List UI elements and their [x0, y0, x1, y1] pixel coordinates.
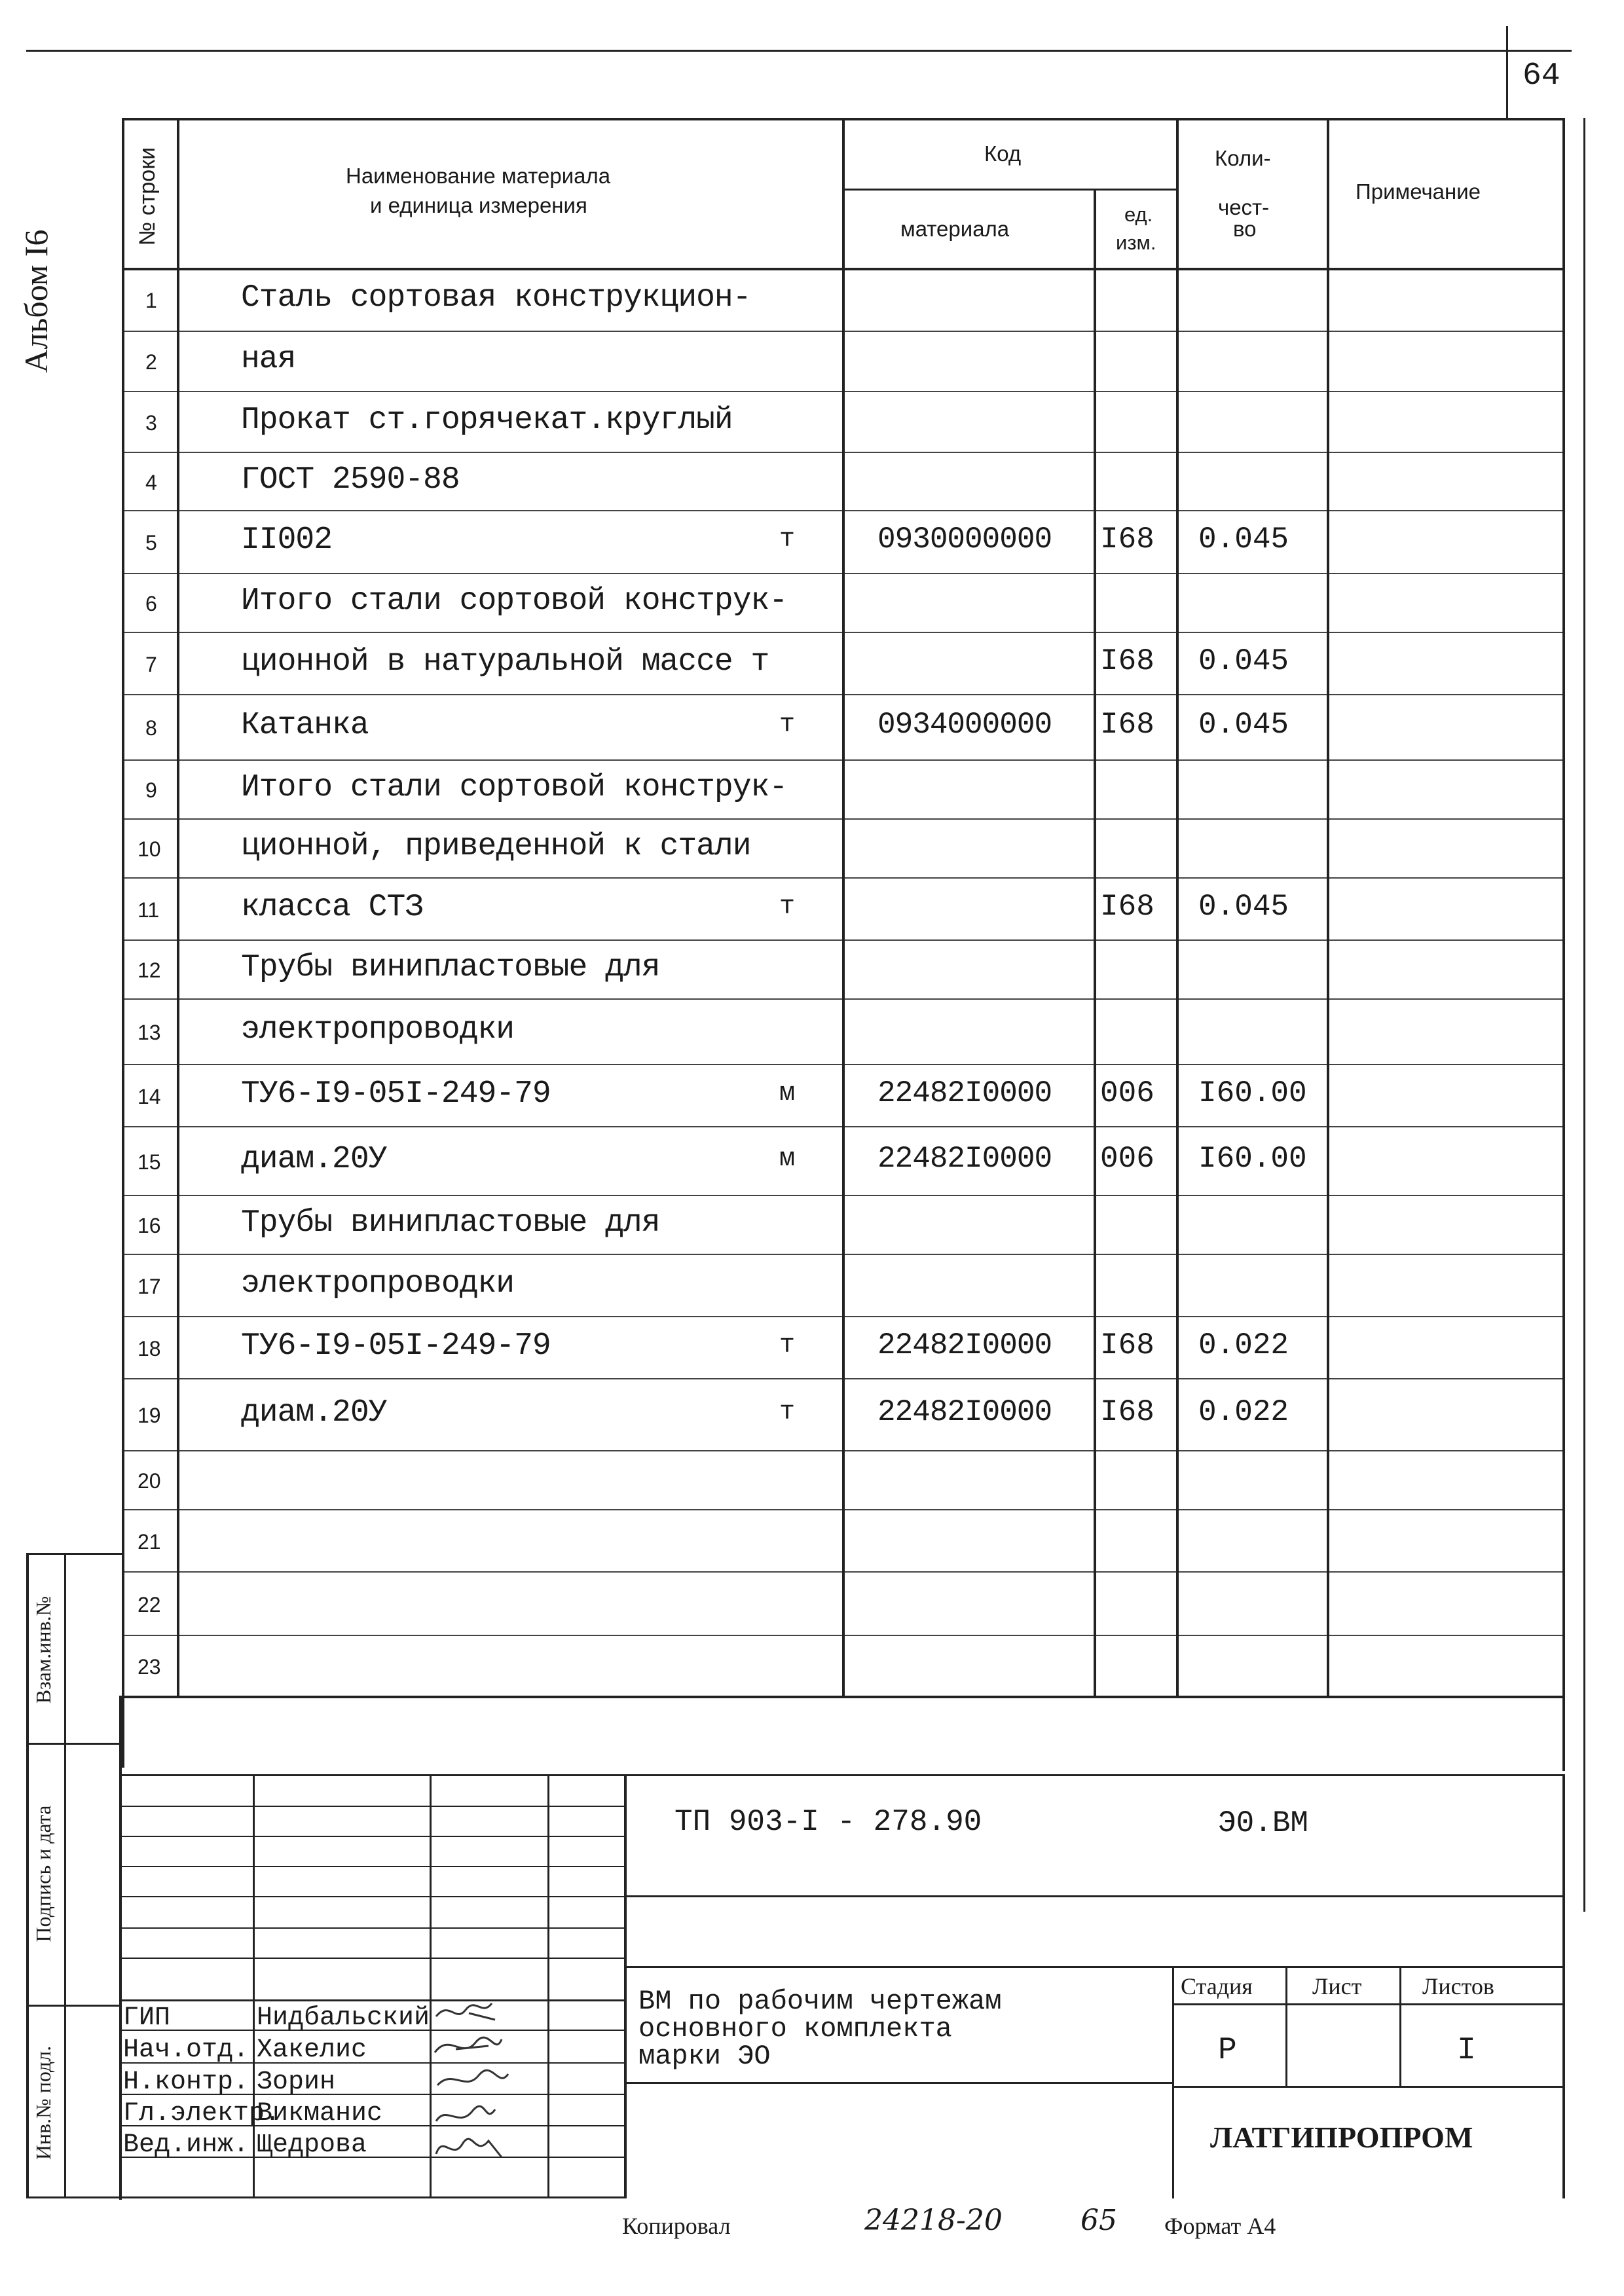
row-number: 18 — [138, 1336, 161, 1360]
row-divider — [122, 1195, 1565, 1196]
row-name: ТУ6-I9-05I-249-79 — [241, 1328, 551, 1364]
row-number: 2 — [145, 350, 157, 374]
header-code-material: материала — [900, 217, 1010, 241]
row-ed: I68 — [1100, 889, 1154, 924]
row-code: 22482I0000 — [877, 1076, 1052, 1110]
row-name: Сталь сортовая конструкцион- — [241, 280, 751, 316]
row-divider — [122, 573, 1565, 574]
footer-copied: Копировал — [622, 2213, 731, 2239]
signer-name: Хакелис — [257, 2035, 367, 2065]
row-number: 6 — [145, 592, 157, 615]
row-number: 14 — [138, 1084, 161, 1108]
row-number: 13 — [138, 1021, 161, 1044]
row-number: 23 — [138, 1654, 161, 1679]
doc-mark: Э0.ВМ — [1218, 1806, 1309, 1840]
organization: ЛАТГИПРОПРОМ — [1210, 2121, 1473, 2154]
row-divider — [122, 1254, 1565, 1255]
signer-name: Викманис — [257, 2099, 383, 2128]
row-name: ная — [241, 342, 296, 377]
row-divider — [122, 452, 1565, 453]
header-code: Код — [984, 141, 1022, 166]
row-divider — [122, 331, 1565, 332]
row-number: 11 — [138, 898, 160, 922]
row-qty: I60.00 — [1198, 1141, 1307, 1176]
sheets-value: I — [1457, 2033, 1476, 2068]
row-divider — [122, 818, 1565, 820]
row-name: Трубы винипластовые для — [241, 1205, 660, 1241]
row-number: 15 — [138, 1150, 161, 1174]
row-name: диам.20У — [241, 1395, 387, 1430]
row-name: ГОСТ 2590-88 — [241, 462, 460, 498]
row-name: II002 — [241, 522, 333, 558]
row-divider — [122, 1378, 1565, 1379]
row-code: 22482I0000 — [877, 1328, 1052, 1362]
row-ed: I68 — [1100, 1328, 1154, 1362]
row-number: 9 — [145, 778, 157, 802]
row-ed: 006 — [1100, 1076, 1154, 1110]
row-divider — [122, 939, 1565, 941]
sheets-label: Листов — [1422, 1973, 1494, 1999]
row-qty: I60.00 — [1198, 1076, 1307, 1110]
row-number: 4 — [145, 470, 157, 494]
row-number: 3 — [145, 410, 157, 435]
row-qty: 0.045 — [1198, 889, 1289, 924]
header-name-1: Наименование материала — [346, 164, 611, 188]
row-number: 19 — [138, 1404, 161, 1427]
page-number: 64 — [1522, 58, 1560, 94]
row-ed: 006 — [1100, 1141, 1154, 1176]
row-divider — [122, 1509, 1565, 1510]
row-number: 8 — [145, 716, 157, 740]
signer-role: ГИП — [123, 2003, 171, 2033]
row-name: класса СТЗ — [241, 889, 424, 925]
row-ed: I68 — [1100, 644, 1154, 678]
doc-title-3: марки ЭО — [638, 2041, 771, 2072]
row-qty: 0.022 — [1198, 1395, 1289, 1429]
doc-title-1: ВМ по рабочим чертежам — [638, 1986, 1002, 2017]
signer-name: Зорин — [257, 2068, 336, 2097]
row-divider — [122, 391, 1565, 392]
row-unit: т — [779, 1398, 796, 1427]
row-number: 12 — [138, 958, 161, 982]
row-divider — [122, 632, 1565, 633]
row-unit: м — [779, 1078, 796, 1108]
row-number: 1 — [145, 289, 157, 312]
row-name: ционной в натуральной массе т — [241, 644, 769, 680]
row-name: электропроводки — [241, 1012, 515, 1048]
row-number: 20 — [138, 1469, 161, 1493]
stage-value: Р — [1218, 2033, 1237, 2068]
row-number: 17 — [138, 1274, 161, 1298]
header-qty-3: во — [1233, 217, 1257, 241]
row-qty: 0.022 — [1198, 1328, 1289, 1362]
row-name: Итого стали сортовой конструк- — [241, 770, 788, 805]
row-number: 16 — [138, 1214, 161, 1237]
row-number: 10 — [138, 837, 161, 861]
row-unit: т — [779, 1330, 796, 1360]
row-name: электропроводки — [241, 1266, 515, 1302]
row-divider — [122, 510, 1565, 511]
footer-page-mark: 65 — [1080, 2204, 1117, 2237]
row-unit: т — [779, 525, 796, 555]
doc-title-2: основного комплекта — [638, 2013, 952, 2045]
header-note: Примечание — [1356, 179, 1481, 204]
doc-code: ТП 903-I - 278.90 — [674, 1805, 982, 1839]
row-name: Прокат ст.горячекат.круглый — [241, 402, 733, 438]
side-podpis: Подпись и дата — [31, 1805, 55, 1942]
footer-format: Формат А4 — [1164, 2213, 1276, 2239]
row-divider — [122, 877, 1565, 879]
row-name: ционной, приведенной к стали — [241, 829, 751, 864]
row-name: диам.20У — [241, 1141, 387, 1177]
row-qty: 0.045 — [1198, 708, 1289, 742]
signatures — [430, 1997, 587, 2200]
header-qty-2: чест- — [1218, 195, 1270, 219]
row-number: 5 — [145, 531, 157, 555]
row-code: 0934000000 — [877, 708, 1052, 742]
header-unit-1: ед. — [1124, 203, 1153, 226]
row-name: Трубы винипластовые для — [241, 950, 660, 985]
signer-role: Нач.отд. — [123, 2035, 249, 2065]
row-name: ТУ6-I9-05I-249-79 — [241, 1076, 551, 1112]
row-ed: I68 — [1100, 1395, 1154, 1429]
row-name: Катанка — [241, 708, 369, 743]
stage-label: Стадия — [1181, 1973, 1253, 1999]
signer-name: Щедрова — [257, 2130, 367, 2160]
signer-role: Вед.инж. — [123, 2130, 249, 2160]
signer-role: Н.контр. — [123, 2068, 249, 2097]
side-inv: Инв.№ подл. — [31, 2045, 55, 2160]
row-unit: т — [779, 710, 796, 740]
row-number: 21 — [138, 1529, 161, 1554]
row-divider — [122, 759, 1565, 761]
header-row-number: № строки — [135, 147, 160, 246]
row-divider — [122, 1064, 1565, 1065]
row-unit: т — [779, 892, 796, 922]
row-divider — [122, 1450, 1565, 1451]
row-number: 22 — [138, 1592, 161, 1616]
footer-order-no: 24218-20 — [864, 2204, 1003, 2237]
row-divider — [122, 1635, 1565, 1636]
row-divider — [122, 1126, 1565, 1127]
row-name: Итого стали сортовой конструк- — [241, 583, 788, 619]
side-vzam: Взам.инв.№ — [31, 1595, 55, 1704]
header-unit-2: изм. — [1116, 231, 1156, 254]
row-divider — [122, 998, 1565, 1000]
row-number: 7 — [145, 652, 157, 676]
row-divider — [122, 694, 1565, 695]
row-ed: I68 — [1100, 522, 1154, 556]
header-qty-1: Коли- — [1215, 146, 1271, 170]
signer-name: Нидбальский — [257, 2003, 430, 2033]
row-ed: I68 — [1100, 708, 1154, 742]
row-divider — [122, 1316, 1565, 1317]
signer-role: Гл.электр. — [123, 2099, 281, 2128]
header-name-2: и единица измерения — [370, 193, 587, 217]
row-unit: м — [779, 1144, 796, 1174]
row-qty: 0.045 — [1198, 522, 1289, 556]
album-label: Альбом I6 — [18, 229, 54, 373]
row-qty: 0.045 — [1198, 644, 1289, 678]
row-code: 22482I0000 — [877, 1141, 1052, 1176]
row-divider — [122, 1571, 1565, 1573]
sheet-label: Лист — [1312, 1973, 1362, 1999]
row-code: 0930000000 — [877, 522, 1052, 556]
row-code: 22482I0000 — [877, 1395, 1052, 1429]
